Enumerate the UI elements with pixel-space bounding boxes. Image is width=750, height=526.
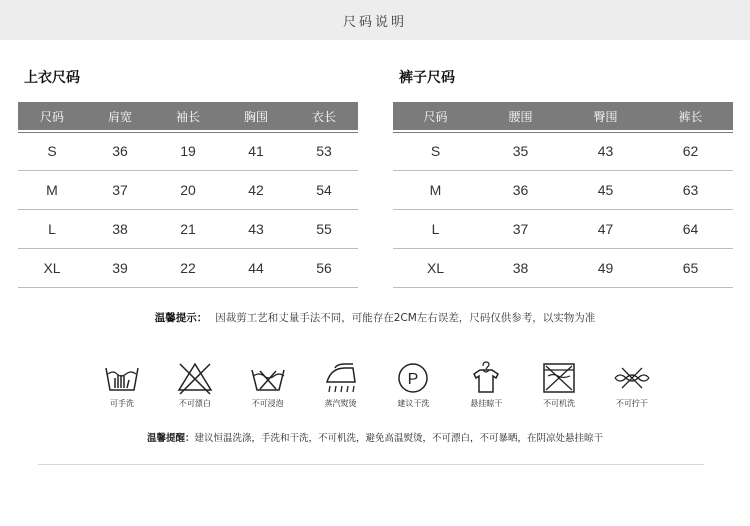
care-text: 建议恒温洗涤，手洗和干洗，不可机洗，避免高温熨烫，不可漂白，不可暴晒，在阴凉处悬挂晾干	[194, 433, 604, 444]
table-cell: XL	[18, 249, 86, 288]
table-cell: 37	[478, 210, 563, 249]
column-header: 臀围	[563, 102, 648, 131]
care-label: 悬挂晾干	[470, 399, 503, 408]
table-cell: 43	[563, 131, 648, 171]
table-cell: XL	[393, 249, 478, 288]
care-icons	[92, 360, 662, 409]
care-label: 蒸汽熨烫	[324, 399, 357, 408]
dry-clean-icon	[393, 360, 433, 396]
table-cell: 36	[478, 171, 563, 210]
table-cell: 49	[563, 249, 648, 288]
care-note	[0, 430, 750, 444]
table-row	[393, 171, 733, 210]
table-row	[18, 210, 358, 249]
pants-size-table	[393, 102, 733, 288]
column-header: 尺码	[18, 102, 86, 131]
size-tip	[0, 310, 750, 325]
hang-dry-icon	[466, 360, 506, 396]
hand-wash-icon	[102, 360, 142, 396]
table-cell: M	[393, 171, 478, 210]
table-cell: 39	[86, 249, 154, 288]
table-cell: 62	[648, 131, 733, 171]
table-cell: L	[393, 210, 478, 249]
top-size-title: 上衣尺码	[24, 70, 80, 86]
care-label-title: 温馨提醒：	[146, 433, 195, 444]
steam-iron-icon	[321, 360, 361, 396]
table-row	[393, 249, 733, 288]
care-label: 不可机洗	[543, 399, 576, 408]
table-cell: 21	[154, 210, 222, 249]
care-item-hand-wash	[92, 360, 152, 409]
care-label: 不可漂白	[178, 399, 211, 408]
table-cell: S	[393, 131, 478, 171]
column-header: 袖长	[154, 102, 222, 131]
care-item-no-bleach	[165, 360, 225, 409]
table-cell: 37	[86, 171, 154, 210]
care-item-no-wring	[602, 360, 662, 409]
table-cell: S	[18, 131, 86, 171]
table-cell: 64	[648, 210, 733, 249]
top-size-table	[18, 102, 358, 288]
table-cell: 56	[290, 249, 358, 288]
no-bleach-icon	[175, 360, 215, 396]
table-cell: 53	[290, 131, 358, 171]
table-row	[18, 249, 358, 288]
table-cell: 42	[222, 171, 290, 210]
table-cell: 41	[222, 131, 290, 171]
care-item-no-soak	[238, 360, 298, 409]
column-header: 腰围	[478, 102, 563, 131]
column-header: 胸围	[222, 102, 290, 131]
table-cell: 20	[154, 171, 222, 210]
table-cell: 45	[563, 171, 648, 210]
no-wring-icon	[612, 360, 652, 396]
pants-size-title: 裤子尺码	[399, 70, 455, 86]
page-header	[0, 0, 750, 40]
tip-label: 温馨提示：	[154, 312, 208, 324]
tip-text: 因裁剪工艺和丈量手法不同，可能存在2CM左右误差，尺码仅供参考，以实物为准	[215, 312, 596, 324]
care-item-no-machine-wash	[529, 360, 589, 409]
table-cell: 65	[648, 249, 733, 288]
care-label: 可手洗	[110, 399, 134, 408]
table-cell: 63	[648, 171, 733, 210]
page-title: 尺码说明	[342, 14, 407, 30]
column-header: 衣长	[290, 102, 358, 131]
table-cell: 38	[478, 249, 563, 288]
column-header: 尺码	[393, 102, 478, 131]
care-label: 不可拧干	[615, 399, 648, 408]
table-cell: 54	[290, 171, 358, 210]
care-item-hang-dry	[456, 360, 516, 409]
table-cell: 43	[222, 210, 290, 249]
table-row	[393, 131, 733, 171]
table-row	[18, 131, 358, 171]
care-label: 建议干洗	[397, 399, 430, 408]
table-cell: 36	[86, 131, 154, 171]
dry-clean-glyph: P	[408, 371, 419, 388]
table-row	[393, 210, 733, 249]
table-cell: 19	[154, 131, 222, 171]
table-cell: 38	[86, 210, 154, 249]
table-cell: 22	[154, 249, 222, 288]
no-soak-icon	[248, 360, 288, 396]
care-item-dry-clean	[383, 360, 443, 409]
table-cell: M	[18, 171, 86, 210]
care-label: 不可浸泡	[251, 399, 284, 408]
no-machine-wash-icon	[539, 360, 579, 396]
table-row	[18, 171, 358, 210]
care-item-steam-iron	[311, 360, 371, 409]
column-header: 裤长	[648, 102, 733, 131]
table-cell: 35	[478, 131, 563, 171]
bottom-divider	[38, 464, 704, 465]
column-header: 肩宽	[86, 102, 154, 131]
table-cell: 55	[290, 210, 358, 249]
table-cell: 44	[222, 249, 290, 288]
table-cell: 47	[563, 210, 648, 249]
table-cell: L	[18, 210, 86, 249]
